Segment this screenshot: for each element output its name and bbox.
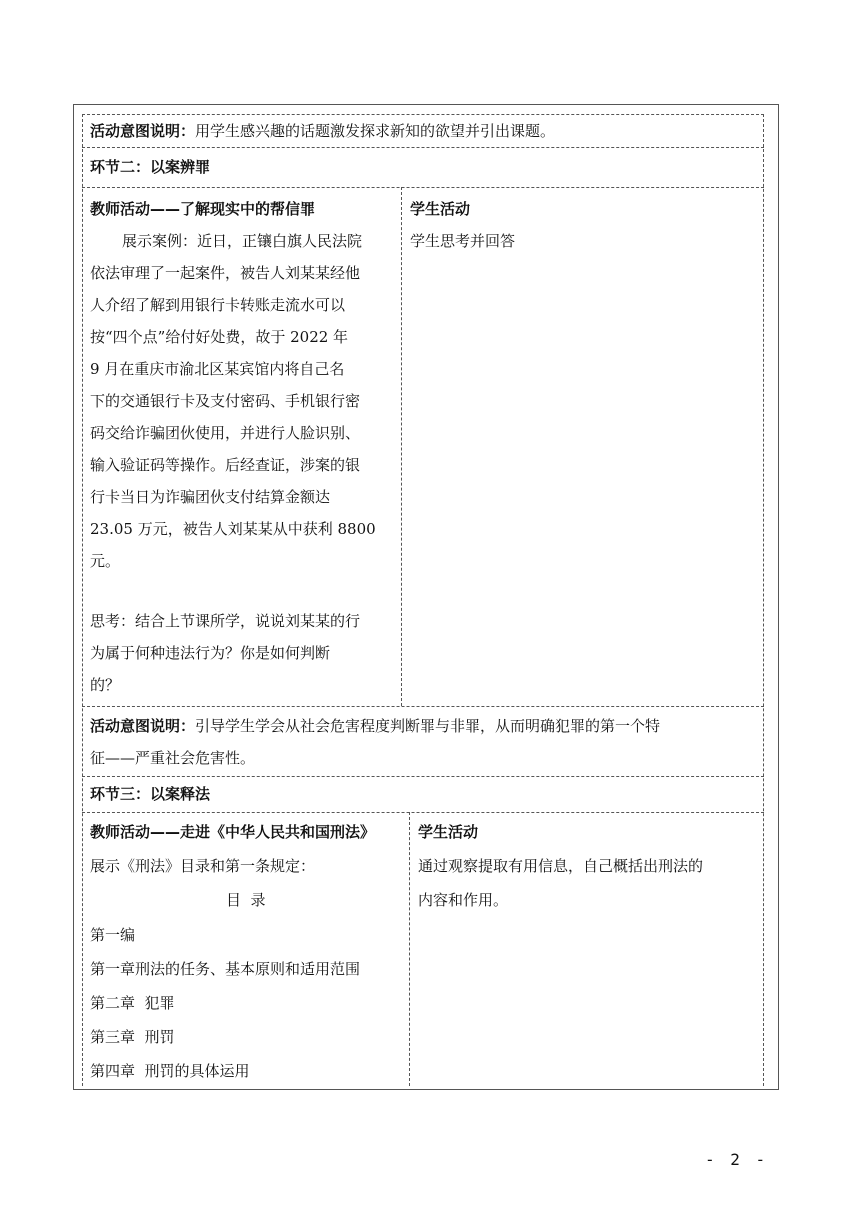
intent-row-2 (90, 710, 660, 742)
intent-text: 用学生感兴趣的话题激发探求新知的欲望并引出课题。 (195, 122, 556, 140)
student-activity-text: 学生思考并回答 (410, 232, 516, 250)
case-text (90, 225, 398, 577)
case-line: 元。 (90, 552, 121, 570)
page-number: - 2 - (705, 1150, 769, 1169)
toc-list (90, 918, 408, 1088)
toc-title: 目 录 (226, 891, 266, 909)
case-line: 输入验证码等操作。后经查证，涉案的银 (90, 456, 361, 474)
row-divider (82, 812, 764, 813)
student-activity-title: 学生活动 (418, 823, 479, 841)
student-activity-text: 通过观察提取有用信息，自己概括出刑法的 (418, 857, 704, 875)
case-line: 行卡当日为诈骗团伙支付结算金额达 (90, 488, 331, 506)
intent-row-1 (90, 115, 555, 147)
case-line: 9 月在重庆市渝北区某宾馆内将自己名 (90, 360, 345, 378)
case-line: 23.05 万元，被告人刘某某从中获利 8800 (90, 520, 376, 538)
column-divider (409, 812, 410, 1086)
think-line: 为属于何种违法行为？你是如何判断 (90, 644, 331, 662)
row-divider (82, 147, 764, 148)
think-line: 的？ (90, 676, 121, 694)
case-line: 按“四个点”给付好处费，故于 2022 年 (90, 328, 349, 346)
teacher-activity-title: 教师活动——走进《中华人民共和国刑法》 (90, 823, 376, 841)
row-divider (82, 776, 764, 777)
section-heading: 环节二：以案辨罪 (90, 158, 211, 176)
think-question (90, 605, 398, 701)
row-divider (82, 187, 764, 188)
toc-item: 第三章 刑罚 (90, 1028, 175, 1046)
case-line: 依法审理了一起案件，被告人刘某某经他 (90, 264, 361, 282)
student-activity-title: 学生活动 (410, 200, 471, 218)
case-line: 人介绍了解到用银行卡转账走流水可以 (90, 296, 346, 314)
case-line: 码交给诈骗团伙使用，并进行人脸识别、 (90, 424, 361, 442)
section-heading: 环节三：以案释法 (90, 785, 211, 803)
case-line: 展示案例：近日，正镶白旗人民法院 (122, 232, 363, 250)
intent-label: 活动意图说明： (90, 122, 196, 140)
teacher-activity-title: 教师活动——了解现实中的帮信罪 (90, 200, 316, 218)
column-divider (401, 187, 402, 706)
toc-item: 第一章刑法的任务、基本原则和适用范围 (90, 960, 361, 978)
intent-label: 活动意图说明： (90, 717, 196, 735)
row-divider (82, 706, 764, 707)
intent-text: 引导学生学会从社会危害程度判断罪与非罪，从而明确犯罪的第一个特 (195, 717, 661, 735)
toc-item: 第一编 (90, 926, 136, 944)
case-line: 下的交通银行卡及支付密码、手机银行密 (90, 392, 361, 410)
toc-intro: 展示《刑法》目录和第一条规定： (90, 857, 316, 875)
toc-item: 第二章 犯罪 (90, 994, 175, 1012)
think-line: 思考：结合上节课所学，说说刘某某的行 (90, 612, 361, 630)
student-activity-text-continued: 内容和作用。 (418, 891, 509, 909)
toc-item: 第四章 刑罚的具体运用 (90, 1062, 250, 1080)
intent-text-continued: 征——严重社会危害性。 (90, 749, 256, 767)
